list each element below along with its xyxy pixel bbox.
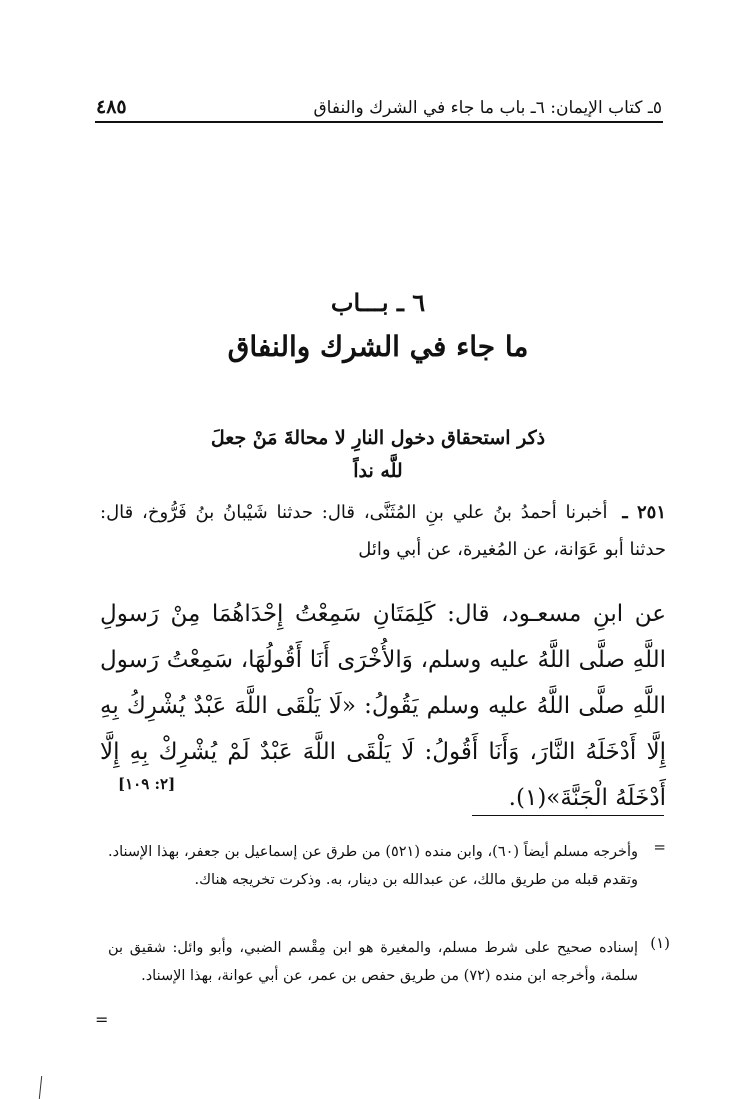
footnote-continuation: وأخرجه مسلم أيضاً (٦٠)، وابن منده (٥٢١) من طرق عن إسماعيل بن جعفر، بهذا الإسناد. وتقدم قبله من طريق مالك، عن عبدالله بن دينار، به. وذكرت تخريجه هناك. <box>108 844 638 888</box>
footnote-continuation-marker: = <box>653 838 666 856</box>
isnad-text: أخبرنا أحمدُ بنُ علي بنِ المُثَنَّى، قال: حدثنا شَيْبانُ بنُ فَرُّوخ، قال: حدثنا أبو عَوَانة، عن المُغيرة، عن أبي وائل <box>100 502 666 560</box>
footnote-1: إسناده صحيح على شرط مسلم، والمغيرة هو ابن مِقْسم الضبي، وأبو وائل: شقيق بن سلمة، وأخرجه ابن منده (٧٢) من طريق حفص بن عمر، عن أبي عوانة، بهذا الإسناد. <box>108 940 638 984</box>
hadith-isnad <box>100 494 666 568</box>
page-number: ٤٨٥ <box>96 96 127 118</box>
section-heading-line-2: للَّه نداً <box>353 460 403 482</box>
chapter-title: ما جاء في الشرك والنفاق <box>227 330 529 363</box>
scan-edge-mark <box>39 1076 42 1099</box>
section-heading <box>150 422 606 488</box>
footnote-1-marker: (١) <box>650 934 670 952</box>
hadith-number: ٢٥١ ـ <box>622 502 666 523</box>
next-page-marker: = <box>95 1010 109 1029</box>
page-header <box>96 88 662 118</box>
running-title: ٥ـ كتاب الإيمان: ٦ـ باب ما جاء في الشرك والنفاق <box>313 98 662 118</box>
hadith-matn: عن ابنِ مسعـود، قال: كَلِمَتَانِ سَمِعْتُ إِحْدَاهُمَا مِنْ رَسولِ اللَّهِ صلَّى اللَّهُ عليه وسلم، وَالأُخْرَى أَنَا أَقُولُهَا، سَمِعْتُ رَسول اللَّهِ صلَّى اللَّهُ عليه وسلم يَقُولُ: «لَا يَلْقَى اللَّهَ عَبْدٌ يُشْرِكُ بِهِ إِلَّا أَدْخَلَهُ النَّارَ، وَأَنَا أَقُولُ: لَا يَلْقَى اللَّهَ عَبْدٌ لَمْ يُشْرِكْ بِهِ إِلَّا أَدْخَلَهُ الْجَنَّةَ»(١). <box>100 601 666 811</box>
footnote-separator <box>472 815 664 816</box>
chapter-number: ٦ ـ بـــاب <box>330 288 426 317</box>
header-rule <box>95 121 663 123</box>
hadith-reference: [٢: ١٠٩] <box>118 775 176 793</box>
section-heading-line-1: ذكر استحقاق دخول النارِ لا محالةَ مَنْ جعلَ <box>210 427 546 449</box>
